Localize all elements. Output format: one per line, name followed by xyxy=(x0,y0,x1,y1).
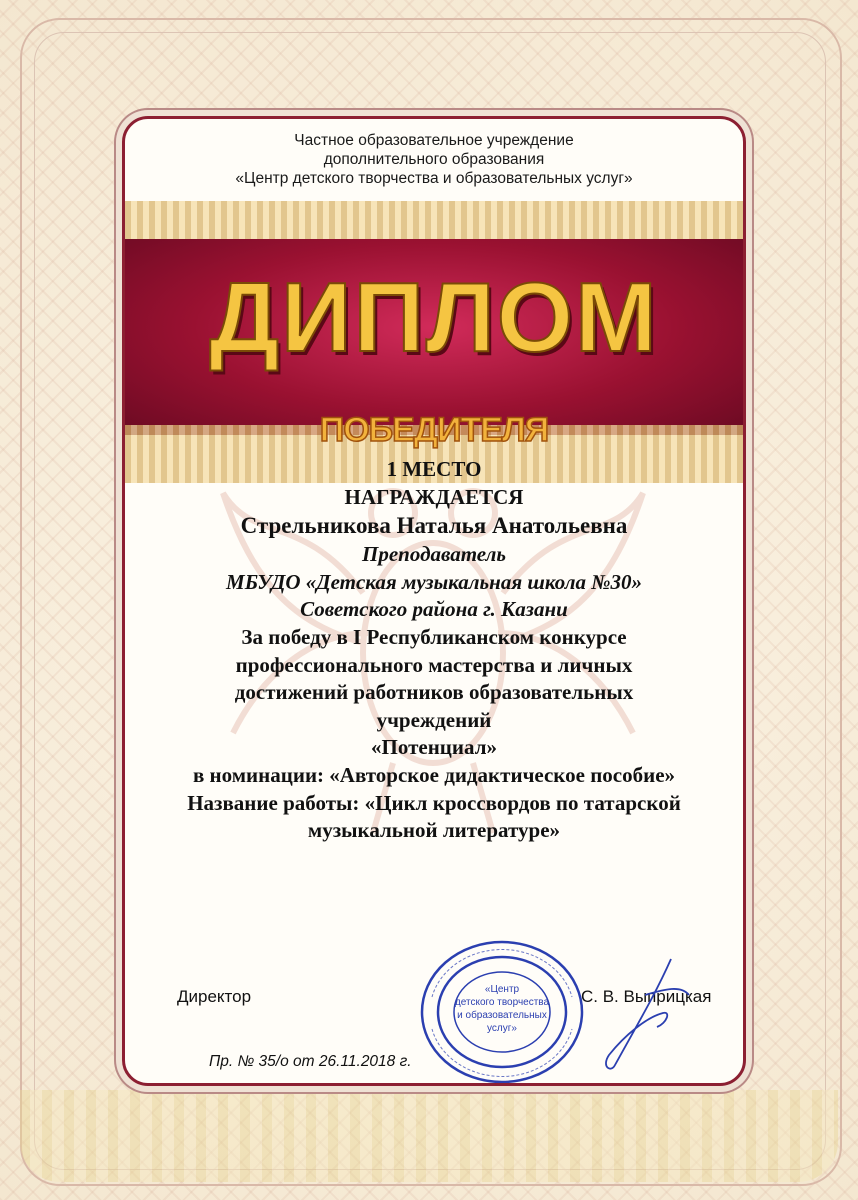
reason-line-2: профессионального мастерства и личных xyxy=(235,652,633,677)
reason-line-1: За победу в I Республиканском конкурсе xyxy=(241,624,627,649)
position: Преподаватель xyxy=(362,542,506,567)
winner-subtitle: ПОБЕДИТЕЛЯ xyxy=(319,411,549,449)
work-title-line-1: Название работы: «Цикл кроссвордов по татарской xyxy=(187,790,681,815)
reason-line-3: достижений работников образовательных xyxy=(234,680,634,705)
contest-name: «Потенциал» xyxy=(371,735,497,760)
seal-line-3: и образовательных xyxy=(457,1010,547,1021)
organization-line-2: дополнительного образования xyxy=(323,151,545,168)
work-title-line-2: музыкальной литературе» xyxy=(307,818,561,843)
organization-header xyxy=(125,131,743,188)
seal-line-1: «Центр xyxy=(484,984,520,995)
organization-line-1: Частное образовательное учреждение xyxy=(294,132,574,149)
order-reference: Пр. № 35/о от 26.11.2018 г. xyxy=(209,1053,412,1070)
diploma-panel xyxy=(122,116,746,1086)
official-seal-icon xyxy=(417,937,587,1086)
place: 1 МЕСТО xyxy=(386,457,482,481)
seal-line-4: услуг» xyxy=(487,1023,517,1034)
nomination: в номинации: «Авторское дидактическое пособие» xyxy=(192,762,676,787)
awarded-label: НАГРАЖДАЕТСЯ xyxy=(344,484,524,509)
organization-line-3: «Центр детского творчества и образовательных услуг» xyxy=(235,170,633,187)
diploma-title: ДИПЛОМ xyxy=(209,262,659,372)
director-name: С. В. Выприцкая xyxy=(581,987,712,1006)
reason-line-4: учреждений xyxy=(376,707,492,732)
director-label: Директор xyxy=(177,987,252,1006)
institution-line-1: МБУДО «Детская музыкальная школа №30» xyxy=(226,569,642,594)
institution-line-2: Советского района г. Казани xyxy=(300,597,568,622)
diploma-body xyxy=(125,456,743,845)
seal-line-2: детского творчества xyxy=(454,997,550,1008)
bottom-ornament-band xyxy=(20,1090,838,1182)
signature-icon xyxy=(585,955,695,1075)
recipient-name: Стрельникова Наталья Анатольевна xyxy=(240,513,628,539)
